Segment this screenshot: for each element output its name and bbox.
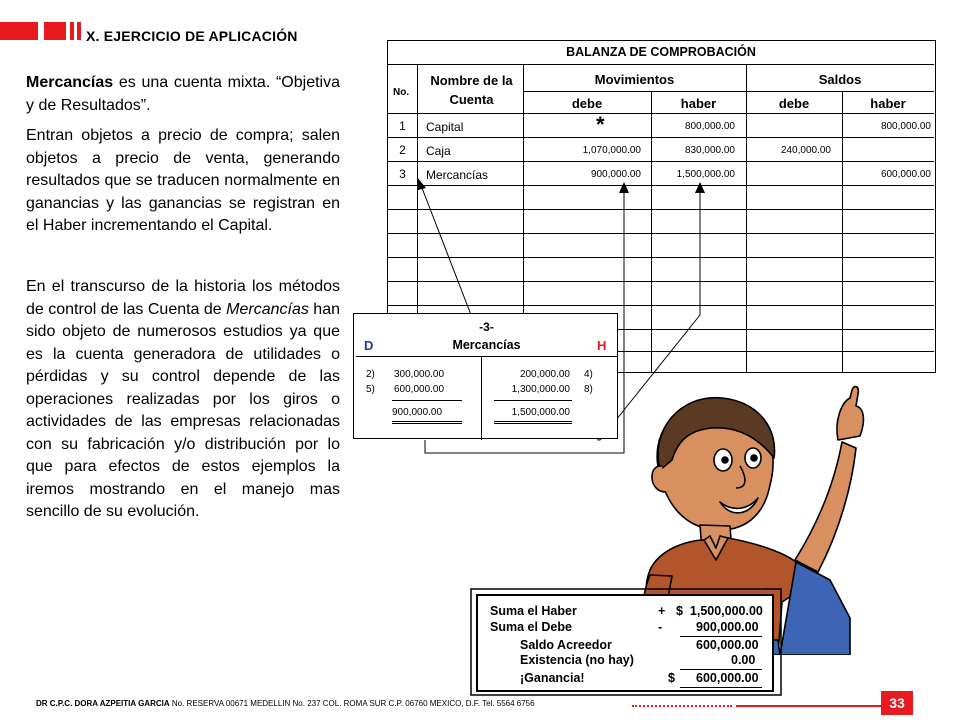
calc-label-debe: Suma el Debe: [490, 620, 572, 634]
debit1-ref: 2): [366, 369, 375, 380]
row2-sal-debe: 240,000.00: [780, 145, 831, 156]
t-total-debe: 900,000.00: [392, 407, 443, 418]
calc-rule-1: [680, 636, 762, 637]
calc-label-existencia: Existencia (no hay): [520, 653, 634, 667]
row3-name: Mercancías: [426, 168, 489, 182]
t-account-name: Mercancías: [452, 338, 521, 352]
col-sal-haber: haber: [870, 96, 906, 111]
paragraph-history-a: En el transcurso de la historia los métodos de control de las Cuenta de: [26, 278, 340, 318]
credit1-amount: 200,000.00: [519, 369, 570, 380]
paragraph-history-b: han sido objeto de numerosos estudios ya que es la cuenta generadora de utilidades o pérdidas y su control depende de las operaciones realizadas por los giros o actividades de las empresas relacionadas con su fabricación y/o distribución por lo que para efectos de estos ejemplos la iremos mostrando en el manejo mas sencillo de su evolución.: [26, 300, 341, 520]
arrow-head-name: [417, 177, 426, 190]
row3-sal-haber: 600,000.00: [880, 169, 931, 180]
calc-label-ganancia: ¡Ganancia!: [520, 671, 585, 685]
row1-mov-haber: 800,000.00: [684, 121, 735, 132]
row3-mov-debe: 900,000.00: [590, 169, 641, 180]
t-account: [353, 313, 618, 439]
arrow-head-haber: [695, 182, 705, 193]
col-sal-debe: debe: [778, 96, 810, 111]
calc-value-existencia: 0.00: [731, 653, 756, 667]
page-number: 33: [881, 691, 913, 715]
row3-no: 3: [399, 167, 406, 181]
footer-dotted-rule: [632, 705, 732, 707]
col-name: Nombre de la Cuenta: [430, 73, 513, 107]
calc-sign-minus: -: [658, 620, 663, 634]
t-account-number: -3-: [479, 320, 494, 334]
calc-sign-dollar: $: [668, 671, 675, 685]
footer-author: DR C.P.C. DORA AZPEITIA GARCIA: [36, 699, 170, 708]
debit1-amount: 300,000.00: [394, 369, 445, 380]
paragraph-description: Entran objetos a precio de compra; salen objetos a precio de venta, generando resultados que se traducen normalmente en ganancias y las ganancias se registran en el Haber incrementando el Capital.: [26, 127, 340, 234]
col-movimientos: Movimientos: [594, 72, 675, 87]
calc-sign-plus: +: [658, 604, 666, 618]
col-no: No.: [393, 87, 410, 98]
t-account-h: H: [597, 338, 607, 353]
credit1-ref: 4): [584, 369, 593, 380]
calc-value-debe: 900,000.00: [696, 620, 759, 634]
footer-address: No. RESERVA 00671 MEDELLIN No. 237 COL. ROMA SUR C.P. 06760 MEXICO, D.F. Tel. 5564 6756: [169, 699, 535, 708]
debit2-amount: 600,000.00: [394, 384, 445, 395]
debit2-ref: 5): [366, 384, 375, 395]
balanza-title: BALANZA DE COMPROBACIÓN: [566, 45, 756, 59]
section-title: X. EJERCICIO DE APLICACIÓN: [86, 28, 298, 44]
calc-label-saldo: Saldo Acreedor: [520, 638, 612, 652]
footer-text: [36, 699, 535, 708]
col-saldos: Saldos: [818, 72, 862, 87]
footer-rule: [736, 705, 881, 707]
t-account-d: D: [364, 338, 374, 353]
row1-sal-haber: 800,000.00: [880, 121, 931, 132]
arrow-head-debe: [619, 182, 629, 193]
credit2-ref: 8): [584, 384, 593, 395]
row2-mov-debe: 1,070,000.00: [582, 145, 641, 156]
credit2-amount: 1,300,000.00: [511, 384, 570, 395]
row3-mov-haber: 1,500,000.00: [676, 169, 735, 180]
col-mov-debe: debe: [571, 96, 603, 111]
mercancias-term: Mercancías: [26, 74, 114, 91]
calc-value-ganancia: 600,000.00: [696, 671, 759, 685]
calc-value-haber: $ 1,500,000.00: [676, 604, 763, 618]
calc-label-haber: Suma el Haber: [490, 604, 577, 618]
paragraph-intro-text: es una cuenta mixta. “Objetiva y de Resultados”.: [26, 74, 340, 114]
t-total-haber: 1,500,000.00: [511, 407, 570, 418]
row1-no: 1: [399, 119, 406, 133]
row2-no: 2: [399, 143, 406, 157]
col-mov-haber: haber: [680, 96, 717, 111]
calc-rule-2: [680, 669, 762, 670]
row1-name: Capital: [426, 120, 464, 134]
calc-rule-3: [680, 687, 762, 688]
paragraph-history-italic: Mercancías: [226, 300, 309, 318]
calc-value-saldo: 600,000.00: [696, 638, 759, 652]
row2-mov-haber: 830,000.00: [684, 145, 735, 156]
asterisk-mark: *: [596, 112, 605, 137]
row2-name: Caja: [426, 144, 451, 158]
